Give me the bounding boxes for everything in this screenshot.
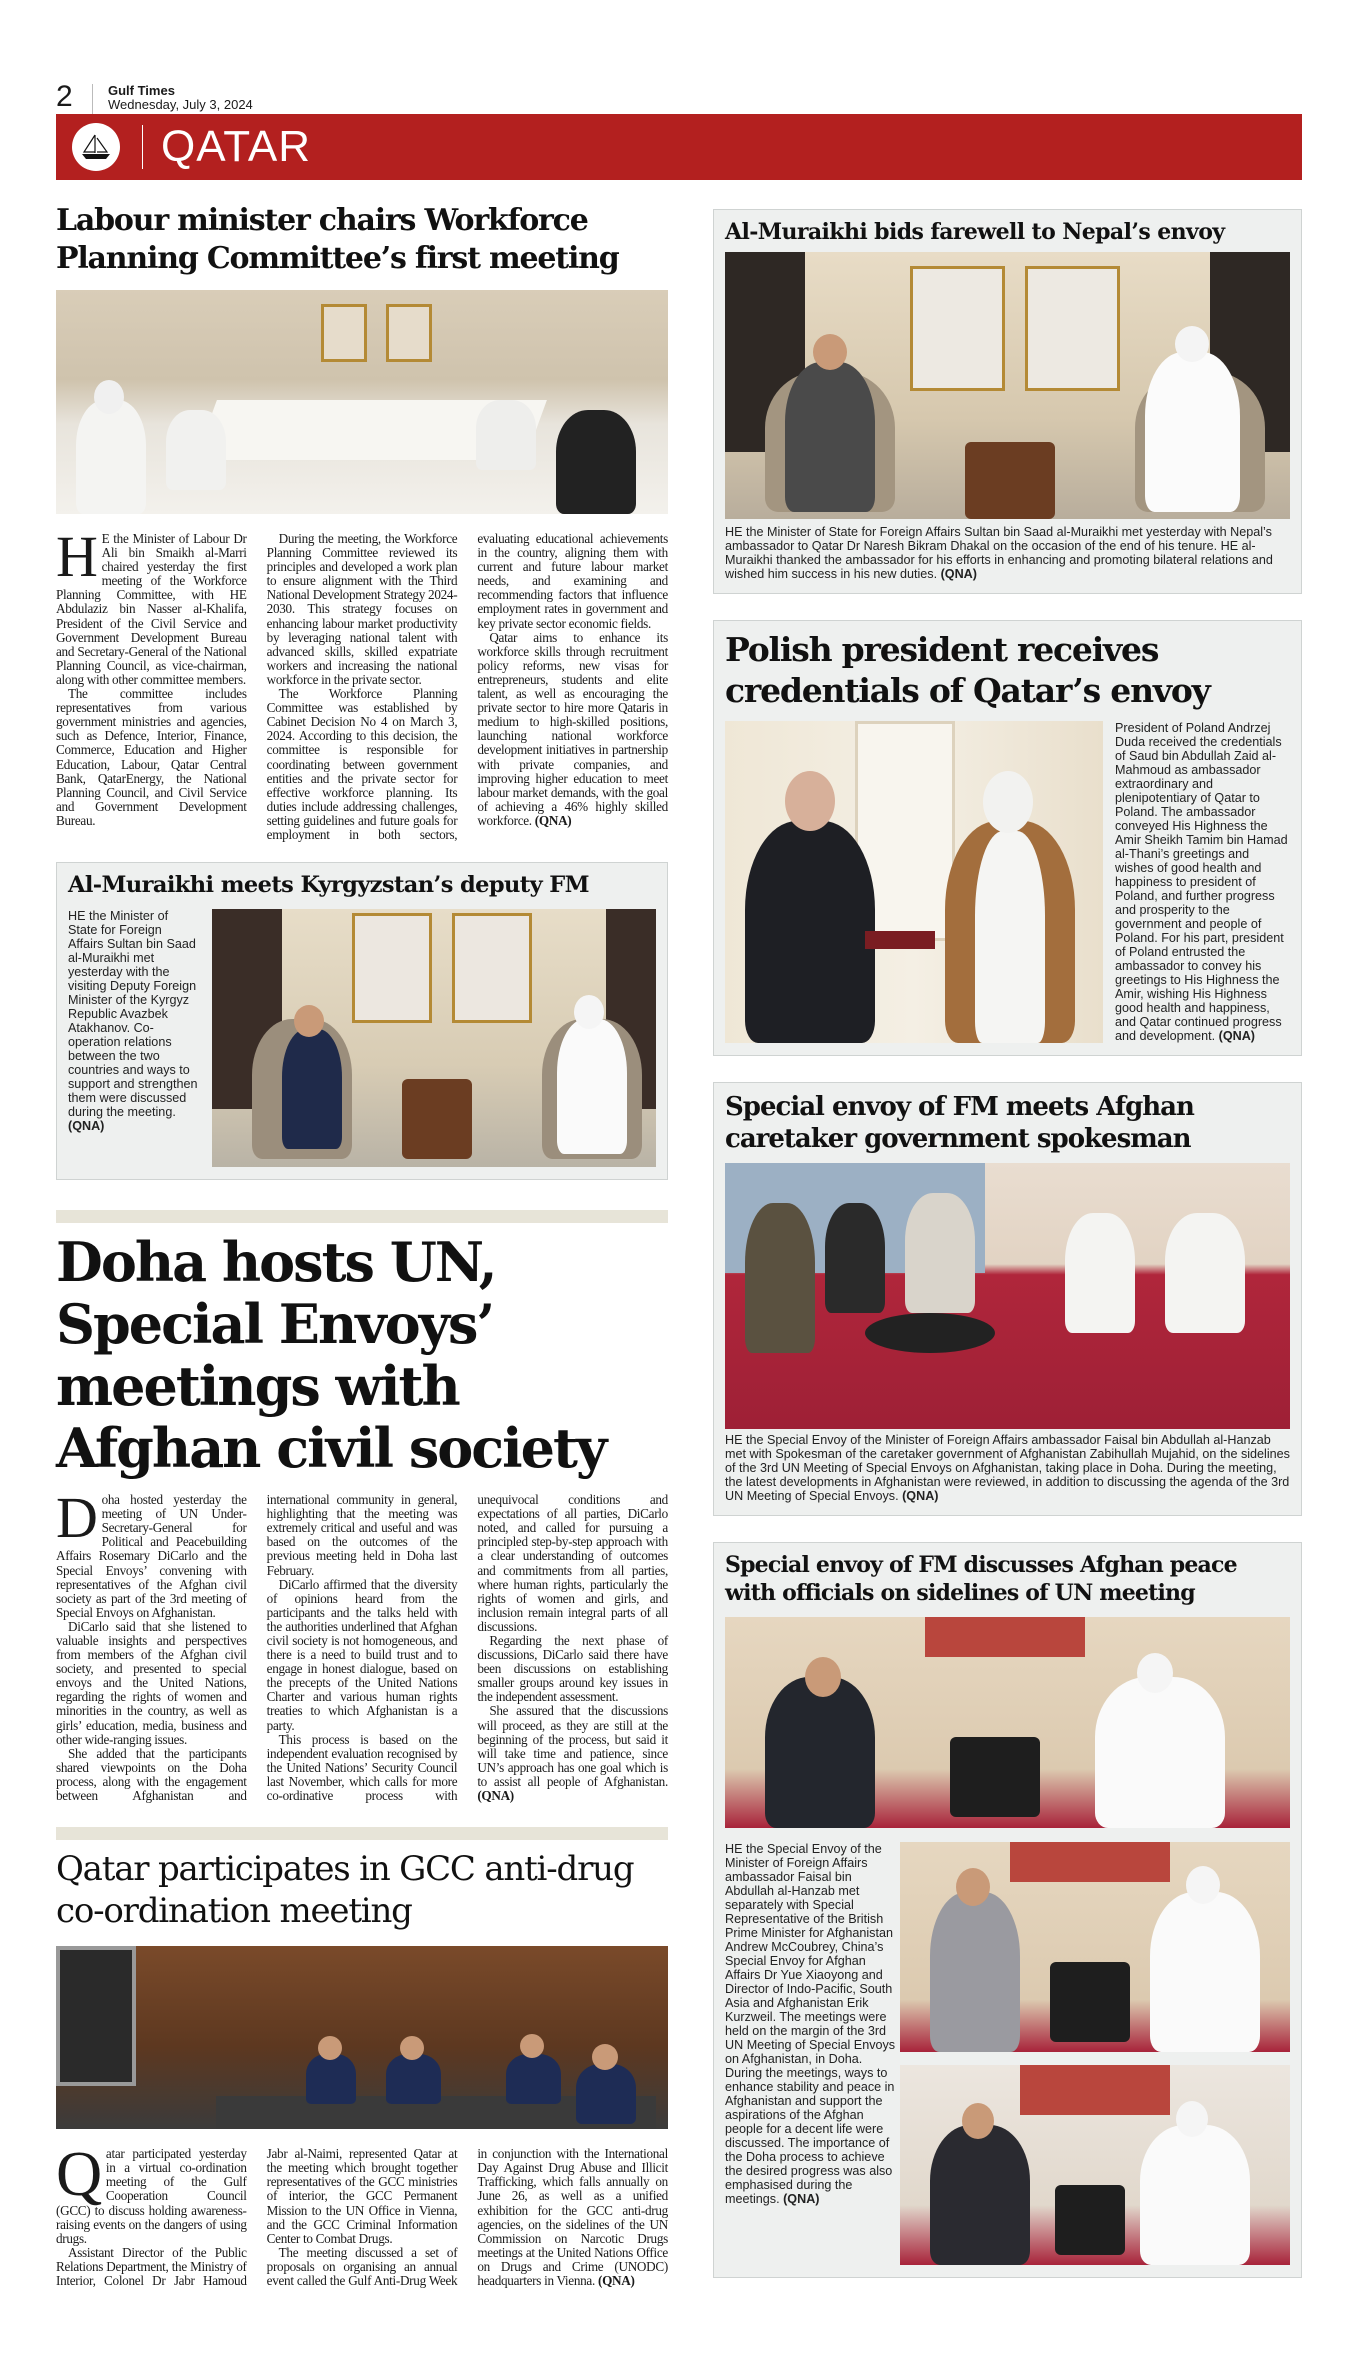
- masthead: [108, 84, 253, 112]
- credit: (QNA): [783, 2192, 820, 2206]
- divider: [56, 1827, 668, 1840]
- issue-date: Wednesday, July 3, 2024: [108, 97, 253, 112]
- paragraph: She assured that the discussions will proceed, as they are still at the beginning of the process, but said it will take time and patience, since UN’s approach has one goal which is to assist all people of Afghanistan.: [477, 1703, 668, 1789]
- paragraph: The committee includes representatives from various government ministries and agencies, such as Defence, Interior, Finance, Commerce, Education and Higher Education, Labour, Qatar Central Bank, QatarEnergy, the National Planning Council, and Civil Service and Government Development Bureau.: [56, 686, 247, 828]
- photo-labour-committee-meeting: [56, 290, 668, 514]
- afghan-peace-caption: [725, 1842, 897, 2206]
- gcc-body: [56, 2138, 668, 2288]
- afghan-spokesman-caption: [725, 1433, 1290, 1503]
- paragraph: This process is based on the independent evaluation recognised by the United Nations’ Security Council last November, which calls for more co-ordinative process with unequivocal conditions and expectations of all parties, DiCarlo noted, and called for pursuing a principled step-by-step approach with a clear understanding of outcomes and commitments from all parties, where human rights, particularly the rights of women and girls, and inclusion remain integral parts of all discussions.: [266, 1492, 668, 1804]
- credit: (QNA): [68, 1119, 105, 1134]
- divider: [92, 84, 93, 114]
- doha-body: [56, 1485, 668, 1804]
- credit: (QNA): [940, 567, 977, 581]
- doha-headline: Doha hosts UN, Special Envoys’ meetings with Afghan civil society: [56, 1230, 606, 1481]
- credit: (QNA): [902, 1489, 939, 1503]
- caption-text: HE the Special Envoy of the Minister of Foreign Affairs ambassador Faisal bin Abdullah al-Hanzab met separately with Special Representative of the British Prime Minister for Afghanistan Andrew McCoubrey, China’s Special Envoy for Afghan Affairs Dr Yue Xiaoyong and Director of Indo-Pacific, South Asia and Afghanistan Erik Kurzweil. The meetings were held on the margin of the 3rd UN Meeting of Special Envoys on Afghanistan, in Doha. During the meetings, ways to enhance stability and peace in Afghanistan and support the aspirations of the Afghan people for a decent life were discussed. The importance of the Doha process to achieve the desired progress was also emphasised during the meetings.: [725, 1842, 896, 2206]
- labour-body: [56, 524, 668, 842]
- photo-germany-envoy-meeting: [900, 2065, 1290, 2265]
- paragraph: DiCarlo said that she listened to valuable insights and perspectives from members of the Afghan civil society, and presented to special envoys and the United Nations, regarding the rights of women and minorities in the country, as well as girls’ education, media, business and other wide-ranging issues.: [56, 1618, 247, 1747]
- paragraph: atar participated yesterday in a virtual co-ordination meeting of the Gulf Cooperation Council (GCC) to discuss holding awareness-raising events on the dangers of using drugs.: [56, 2146, 247, 2246]
- paragraph-text: Qatar aims to enhance its workforce skills through recruitment policy reforms, new visas for entrepreneurs, students and elite talent, as well as encouraging the private sector to hire more Qataris in medium to high-skilled positions, launching national workforce development initiatives in partnership with private companies, and improving higher education to meet labour market demands, with the goal of achieving a 46% highly skilled workforce.: [477, 629, 668, 828]
- drop-cap: H: [56, 524, 98, 589]
- kyrgyz-caption: [68, 909, 200, 1133]
- caption-text: President of Poland Andrzej Duda received the credentials of Saud bin Abdullah Zaid al-Mahmoud as ambassador extraordinary and plenipotentiary of Qatar to Poland. The ambassador conveyed His Highness the Amir Sheikh Tamim bin Hamad al-Thani’s greetings and wishes of good health and happiness to president of Poland, and further progress and prosperity to the government and people of Poland. For his part, president of Poland entrusted the ambassador to convey his greetings to His Highness the Amir, wishing His Highness good health and happiness, and Qatar continued progress and development.: [1115, 721, 1288, 1043]
- divider: [142, 125, 143, 169]
- afghan-spokesman-headline: Special envoy of FM meets Afghan caretaker government spokesman: [725, 1092, 1194, 1154]
- nepal-story-box: [713, 209, 1302, 594]
- photo-kyrgyz-meeting: [212, 909, 656, 1167]
- caption-text: HE the Minister of State for Foreign Affairs Sultan bin Saad al-Muraikhi met yesterday with the visiting Deputy Foreign Minister of the Kyrgyz Republic Avazbek Atakhanov. Co-operation relations between the two countries and ways to support and strengthen them were discussed during the meeting.: [68, 909, 198, 1120]
- poland-headline: Polish president receives credentials of Qatar’s envoy: [725, 630, 1210, 710]
- paragraph: She added that the participants shared viewpoints on the Doha process, along with the engagement between Afghanistan and international community in general, highlighting that the meeting was extremely critical and useful and was based on the outcomes of the previous meeting held in Doha last February.: [56, 1492, 458, 1804]
- credit: (QNA): [477, 1788, 514, 1804]
- paragraph: Assistant Director of the Public Relations Department, the Ministry of Interior, Colonel Dr Jabr Hamoud Jabr al-Naimi, represented Qatar at the meeting which brought together representatives of the GCC ministries of interior, the GCC Permanent Mission to the UN Office in Vienna, and the GCC Criminal Information Center to Combat Drugs.: [56, 2146, 458, 2288]
- paragraph: oha hosted yesterday the meeting of UN Under-Secretary-General for Political and Peacebuilding Affairs Rosemary DiCarlo and the Special Envoys’ convening with representatives of the Afghan civil society as part of the 3rd meeting of Special Envoys on Afghanistan.: [56, 1492, 247, 1620]
- poland-story-box: [713, 620, 1302, 1056]
- section-banner: [56, 114, 1302, 180]
- page-number: 2: [56, 80, 73, 113]
- dhow-icon: [72, 123, 120, 171]
- paragraph: DiCarlo affirmed that the diversity of opinions heard from the participants and the talks held with the authorities underlined that Afghan civil society is not homogeneous, and there is a need to build trust and to engage in honest dialogue, based on the precepts of the United Nations Charter and various human rights treaties to which Afghanistan is a party.: [266, 1576, 458, 1733]
- labour-headline: Labour minister chairs Workforce Planning Committee’s first meeting: [56, 203, 619, 276]
- kyrgyz-story-box: [56, 862, 668, 1180]
- credit: (QNA): [597, 2272, 635, 2288]
- credit: (QNA): [1218, 1029, 1255, 1043]
- poland-caption: [1115, 721, 1290, 1043]
- afghan-spokesman-story-box: [713, 1082, 1302, 1516]
- paragraph: E the Minister of Labour Dr Ali bin Smaikh al-Marri chaired yesterday the first meeting of the Workforce Planning Committee, with HE Abdulaziz bin Nasser al-Khalifa, President of the Civil Service and Government Development Bureau and Secretary-General of the National Planning Council, as vice-chairman, along with other committee members.: [56, 531, 247, 687]
- drop-cap: Q: [56, 2138, 102, 2210]
- photo-nepal-envoy-farewell: [725, 252, 1290, 519]
- paragraph: During the meeting, the Workforce Planning Committee reviewed its principles and developed a work plan to ensure alignment with the Third National Development Strategy 2024-2030. This strategy focuses on enhancing labour market productivity by leveraging national talent with advanced skills, skilled expatriate workers and increasing the national workforce in the private sector.: [266, 531, 458, 687]
- nepal-headline: Al-Muraikhi bids farewell to Nepal’s envoy: [725, 219, 1225, 245]
- photo-china-envoy-meeting: [900, 1842, 1290, 2052]
- section-title: QATAR: [161, 122, 312, 171]
- nepal-caption: [725, 525, 1290, 581]
- left-column: [56, 202, 668, 2288]
- caption-text: HE the Minister of State for Foreign Affairs Sultan bin Saad al-Muraikhi met yesterday with Nepal’s ambassador to Qatar Dr Naresh Bikram Dhakal on the occasion of the end of his tenure. HE al-Muraikhi thanked the ambassador for his efforts in enhancing and promoting bilateral relations and wished him success in his new duties.: [725, 525, 1273, 581]
- paragraph: The Workforce Planning Committee was established by Cabinet Decision No 4 on March 3, 2024. According to this decision, the committee is responsible for coordinating between government entities and the private sector for effective workforce planning. Its duties include addressing challenges, setting guidelines and future goals for employment in both sectors, evaluating educational achievements in the country, aligning them with current and future labour market needs, and examining and recommending factors that influence employment rates in government and key private sector economic fields.: [266, 531, 668, 842]
- right-column: [713, 209, 1302, 2278]
- divider: [56, 1210, 668, 1223]
- paper-name: Gulf Times: [108, 83, 175, 98]
- photo-afghan-spokesman-meeting: [725, 1163, 1290, 1429]
- gcc-headline: Qatar participates in GCC anti-drug co-ordination meeting: [56, 1849, 634, 1932]
- photo-poland-credentials: [725, 721, 1103, 1043]
- credit: (QNA): [534, 812, 572, 828]
- drop-cap: D: [56, 1485, 98, 1551]
- photo-gcc-meeting: [56, 1946, 668, 2129]
- paragraph: Regarding the next phase of discussions, DiCarlo said there have been discussions on establishing smaller groups around key issues in the independent assessment.: [477, 1633, 668, 1705]
- paragraph: The meeting discussed a set of proposals on organising an annual event called the Gulf Anti-Drug Week in conjunction with the International Day Against Drug Abuse and Illicit Trafficking, which falls annually on June 26, as well as a unified exhibition for the GCC anti-drug agencies, on the sidelines of the UN Commission on Narcotic Drugs meetings at the United Nations Office on Drugs and Crime (UNODC) headquarters in Vienna.: [266, 2146, 668, 2288]
- photo-uk-envoy-meeting: [725, 1617, 1290, 1828]
- afghan-peace-story-box: [713, 1542, 1302, 2278]
- afghan-peace-headline: Special envoy of FM discusses Afghan peace with officials on sidelines of UN meeting: [725, 1552, 1237, 1606]
- caption-text: HE the Special Envoy of the Minister of Foreign Affairs ambassador Faisal bin Abdullah al-Hanzab met with Spokesman of the caretaker government of Afghanistan Zabihullah Mujahid, on the sidelines of the 3rd UN Meeting of Special Envoys on Afghanistan, taking place in Doha. During the meeting, the latest developments in Afghanistan were reviewed, in addition to discussing the agenda of the 3rd UN Meeting of Special Envoys.: [725, 1433, 1290, 1503]
- kyrgyz-headline: Al-Muraikhi meets Kyrgyzstan’s deputy FM: [68, 872, 589, 899]
